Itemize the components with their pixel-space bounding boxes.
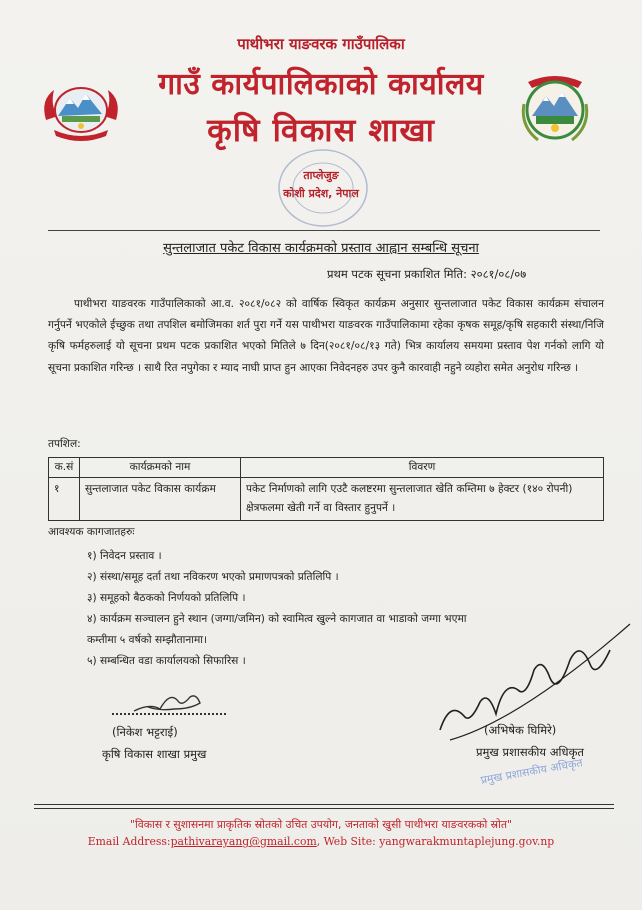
cell-program-name: सुन्तलाजात पकेट विकास कार्यक्रम [80,478,241,521]
email-label: Email Address: [87,835,171,848]
official-stamp: प्रमुख प्रशासकीय अधिकृत [479,756,584,787]
signatory-right-name: (अभिषेक घिमिरे) [484,723,557,737]
branch-name: कृषि विकास शाखा [207,111,435,149]
requirements-heading: आवश्यक कागजातहरुः [48,526,135,538]
col-description: विवरण [241,458,604,478]
address-province: कोशी प्रदेश, नेपाल [283,187,359,200]
program-table [48,457,604,521]
cell-description: पकेट निर्माणको लागि एउटै कलष्टरमा सुन्तलाजात खेति कम्तिमा ७ हेक्टर (१४० रोपनी) क्षेत्रफलमा खेती गर्ने वा विस्तार हुनुपर्ने । [241,478,604,521]
address-district: ताप्लेजुङ [303,169,339,182]
publish-date: प्रथम पटक सूचना प्रकाशित मिति: २०८१/०८/०७ [327,267,527,281]
notice-title: सुन्तलाजात पकेट विकास कार्यक्रमको प्रस्ताव आह्वान सम्बन्धि सूचना [163,241,479,256]
signatory-right-title: प्रमुख प्रशासकीय अधिकृत [476,745,584,759]
details-label: तपशिल: [48,438,81,450]
list-item: २) संस्था/समूह दर्ता तथा नविकरण भएको प्रमाणपत्रको प्रतिलिपि । [87,571,339,583]
footer-motto: "विकास र सुशासनमा प्राकृतिक स्रोतको उचित उपयोग, जनताको खुसी पाथीभरा याङवरकको स्रोत" [129,818,513,831]
col-sn: क.सं [49,458,80,478]
table-row [49,478,604,521]
office-name: गाउँ कार्यपालिकाको कार्यालय [158,67,484,102]
list-item: १) निवेदन प्रस्ताव । [87,550,162,562]
footer-divider [34,808,614,809]
list-item: कम्तीमा ५ वर्षको सम्झौतानामा। [87,634,208,646]
signature-line [112,713,226,715]
table-header-row [49,458,604,478]
col-program-name: कार्यक्रमको नाम [80,458,241,478]
office-stamp-icon [268,140,378,240]
list-item: ५) सम्बन्धित वडा कार्यालयको सिफारिस । [87,655,246,667]
footer-divider [34,804,614,805]
signatory-left-name: (निकेश भट्टराई) [112,725,178,739]
email-link[interactable]: pathivarayang@gmail.com [170,835,317,848]
footer-contact [0,835,642,848]
municipality-name: पाथीभरा याङवरक गाउँपालिका [237,35,405,53]
list-item: ४) कार्यक्रम सञ्चालन हुने स्थान (जग्गा/जमिन) को स्वामित्व खुल्ने कागजात वा भाडाको जग्गा भएमा [87,613,467,625]
signatory-left-title: कृषि विकास शाखा प्रमुख [102,747,207,761]
list-item: ३) समूहको बैठकको निर्णयको प्रतिलिपि । [87,592,246,604]
website-label: , Web Site: [316,835,380,848]
header-divider [48,230,600,231]
notice-body: पाथीभरा याङवरक गाउँपालिकाको आ.व. २०८१/०८२ को वार्षिक स्विकृत कार्यक्रम अनुसार सुन्तलाजात पकेट विकास कार्यक्रम संचालन गर्नुपर्ने भएकोले ईच्छुक तथा तपशिल बमोजिमका शर्त पुरा गर्ने यस पाथीभरा याङवरक गाउँपालिकामा रहेका कृषक समूह/कृषि सहकारी संस्था/निजि कृषि फर्महरुलाई यो सूचना प्रथम पटक प्रकाशित भएको मितिले ७ दिन(२०८१/०८/१३ गते) भित्र कार्यालय समयमा प्रस्ताव पेश गर्नको लागि यो सूचना प्रकाशित गरिन्छ । साथै रित नपुगेका र म्याद नाघी प्राप्त हुन आएका निवेदनहरु उपर कुनै कारवाही नहुने व्यहोरा समेत अनुरोध गरिन्छ । [48,298,604,374]
cell-sn: १ [49,478,80,521]
signature-left [130,683,210,717]
website-link[interactable]: yangwarakmuntaplejung.gov.np [379,835,555,848]
